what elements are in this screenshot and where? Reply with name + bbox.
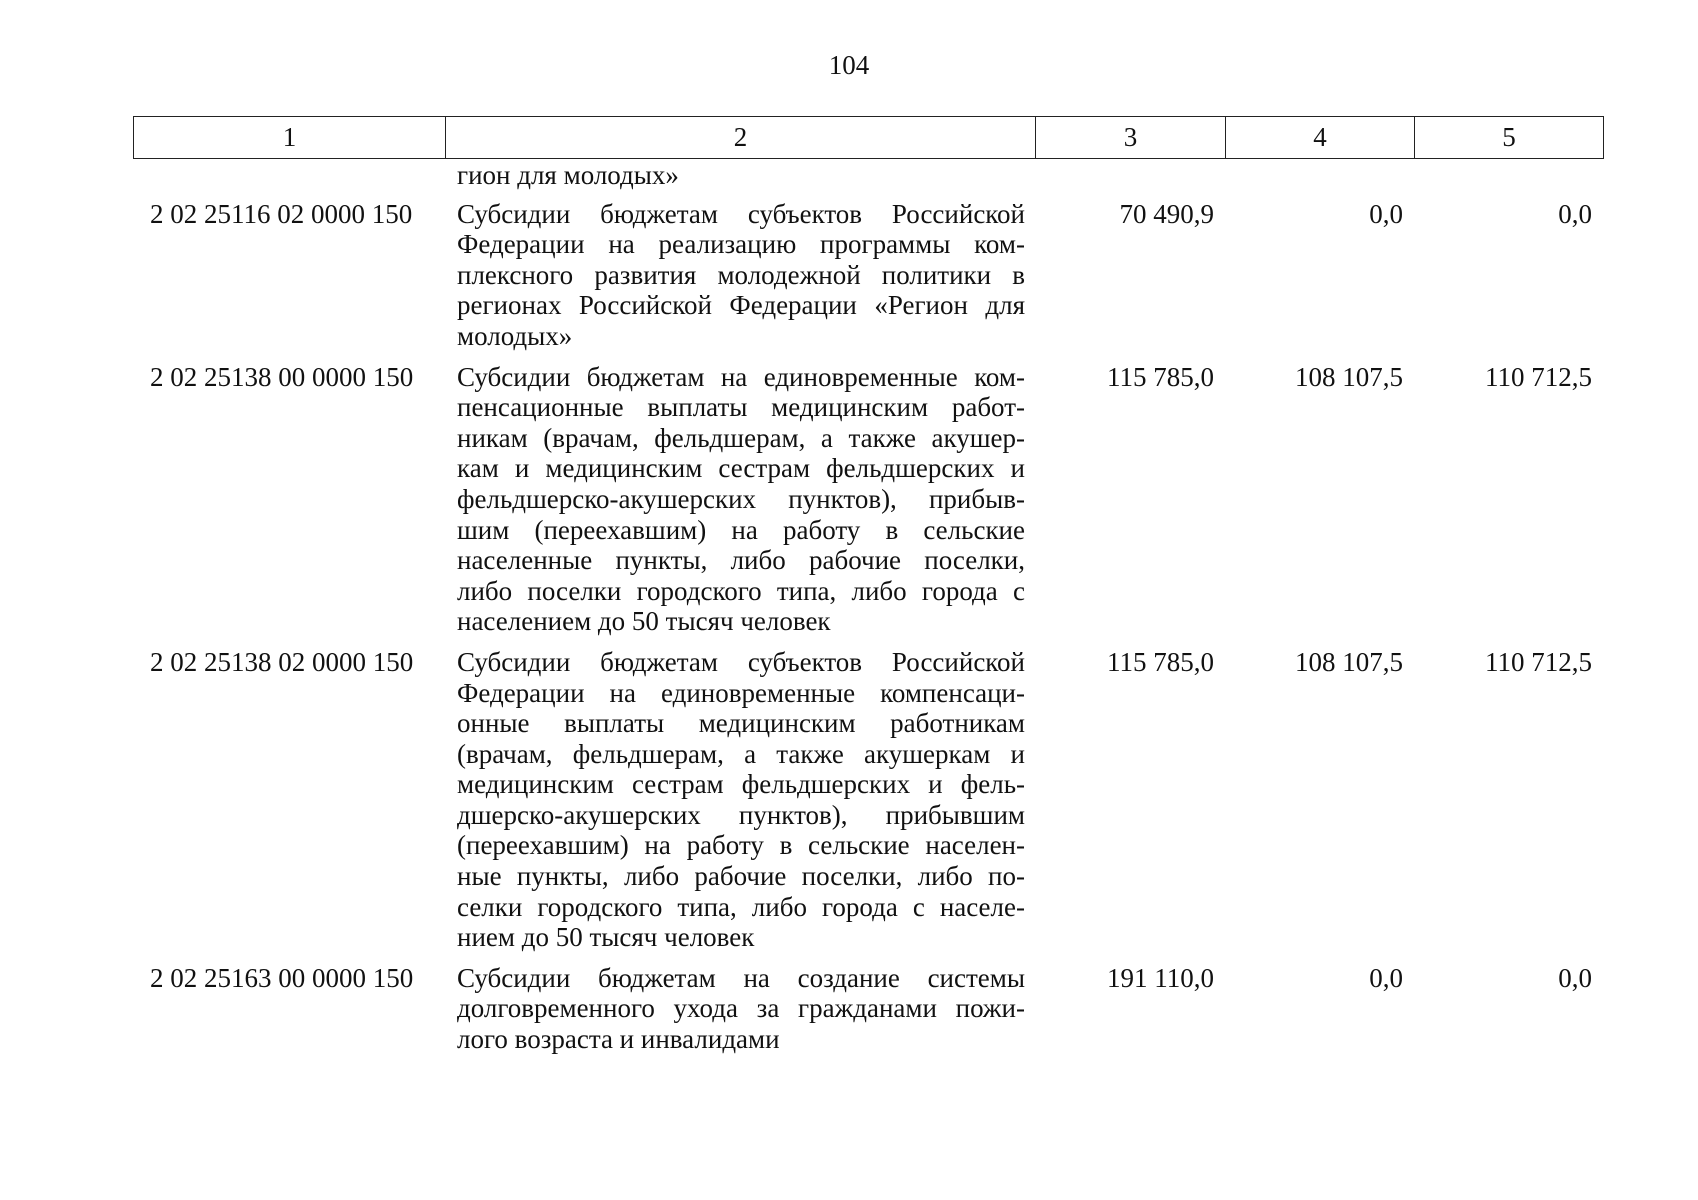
description-line: либо поселки городского типа, либо города с [457, 575, 1025, 606]
description-cell [445, 963, 1035, 1055]
description-cell [445, 362, 1035, 637]
description-line: (врачам, фельдшерам, а также акушеркам и [457, 738, 1025, 769]
page-number: 104 [828, 50, 870, 80]
description-line: молодых» [457, 320, 573, 351]
budget-code: 2 02 25138 02 0000 150 [150, 646, 414, 677]
description-line: дшерско-акушерских пунктов), прибывшим [457, 799, 1025, 830]
description-line: медицинским сестрам фельдшерских и фель- [457, 769, 1025, 800]
description-cell [445, 647, 1035, 953]
table-row [133, 199, 1603, 352]
description-line: нием до 50 тысяч человек [457, 922, 755, 953]
header-col-1: 1 [134, 117, 446, 159]
continuation-row [133, 160, 1603, 191]
description-line: селки городского типа, либо города с населе- [457, 891, 1025, 922]
description-line: Федерации на единовременные компенсаци- [457, 677, 1025, 708]
header-col-3: 3 [1036, 117, 1226, 159]
description-line: (переехавшим) на работу в сельские населен- [457, 830, 1025, 861]
header-col-2: 2 [446, 117, 1036, 159]
amount-col3: 191 110,0 [1107, 962, 1214, 993]
description-line: Федерации на реализацию программы ком- [457, 229, 1025, 260]
description-line: онные выплаты медицинским работникам [457, 708, 1025, 739]
description-line: населенные пункты, либо рабочие поселки, [457, 545, 1025, 576]
amount-col5: 0,0 [1558, 198, 1592, 229]
amount-col5: 110 712,5 [1485, 361, 1592, 392]
amount-col3: 70 490,9 [1119, 198, 1214, 229]
header-col-4: 4 [1226, 117, 1415, 159]
header-col-5: 5 [1415, 117, 1604, 159]
amount-col4: 0,0 [1369, 198, 1403, 229]
amount-col4: 0,0 [1369, 962, 1403, 993]
description-line: Субсидии бюджетам на создание системы [457, 962, 1025, 993]
table-rows [133, 199, 1603, 1055]
description-line: лого возраста и инвалидами [457, 1024, 780, 1055]
amount-col5: 0,0 [1558, 962, 1592, 993]
table-row [133, 647, 1603, 953]
description-line: шим (переехавшим) на работу в сельские [457, 514, 1025, 545]
table-row [133, 963, 1603, 1055]
table-body [133, 160, 1603, 1065]
amount-col3: 115 785,0 [1107, 361, 1214, 392]
amount-col4: 108 107,5 [1295, 361, 1403, 392]
budget-code: 2 02 25163 00 0000 150 [150, 962, 414, 993]
description-line: пенсационные выплаты медицинским работ- [457, 392, 1025, 423]
description-line: ные пункты, либо рабочие поселки, либо по- [457, 861, 1025, 892]
description-line: населением до 50 тысяч человек [457, 606, 831, 637]
description-line: фельдшерско-акушерских пунктов), прибыв- [457, 483, 1025, 514]
description-line: никам (врачам, фельдшерам, а также акушер- [457, 422, 1025, 453]
continuation-text: гион для молодых» [457, 160, 679, 190]
description-line: Субсидии бюджетам субъектов Российской [457, 198, 1025, 229]
description-line: плексного развития молодежной политики в [457, 259, 1025, 290]
amount-col5: 110 712,5 [1485, 646, 1592, 677]
amount-col4: 108 107,5 [1295, 646, 1403, 677]
budget-code: 2 02 25138 00 0000 150 [150, 361, 414, 392]
description-line: Субсидии бюджетам субъектов Российской [457, 646, 1025, 677]
description-line: регионах Российской Федерации «Регион для [457, 290, 1025, 321]
description-line: Субсидии бюджетам на единовременные ком- [457, 361, 1025, 392]
table-row [133, 362, 1603, 637]
description-cell [445, 199, 1035, 352]
description-line: кам и медицинским сестрам фельдшерских и [457, 453, 1025, 484]
table-header [133, 116, 1604, 159]
amount-col3: 115 785,0 [1107, 646, 1214, 677]
budget-code: 2 02 25116 02 0000 150 [150, 198, 413, 229]
description-line: долговременного ухода за гражданами пожи- [457, 993, 1025, 1024]
